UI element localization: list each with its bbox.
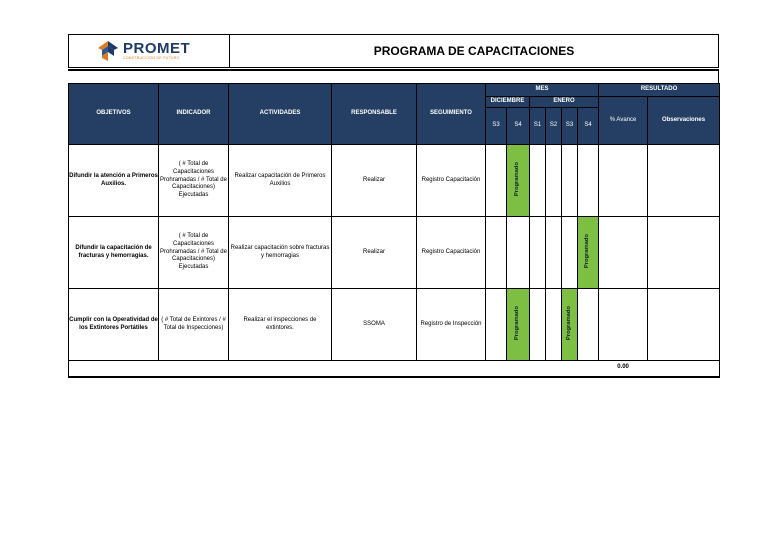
cell-observaciones	[648, 289, 720, 361]
week-cell	[562, 217, 578, 289]
col-indicador: INDICADOR	[159, 84, 229, 145]
cell-actividad: Realizar capacitación sobre fracturas y hemorragias	[229, 217, 332, 289]
cell-objetivo: Difundir la atención a Primeros Auxilios.	[69, 145, 159, 217]
cell-seguimiento: Registro Capacitación	[417, 217, 486, 289]
week-header: S1	[530, 108, 546, 145]
logo	[69, 35, 230, 67]
programado-label: Programado	[584, 233, 591, 268]
cell-responsable: Realizar	[332, 145, 417, 217]
col-responsable: RESPONSABLE	[332, 84, 417, 145]
training-table	[68, 83, 720, 378]
week-cell	[486, 217, 507, 289]
col-mes: MES	[486, 84, 599, 97]
cell-observaciones	[648, 217, 720, 289]
cell-actividad: Realizar capacitación de Primeros Auxilios	[229, 145, 332, 217]
week-cell	[486, 289, 507, 361]
week-cell	[578, 289, 599, 361]
col-seguimiento: SEGUIMIENTO	[417, 84, 486, 145]
week-cell	[546, 289, 562, 361]
programado-label: Programado	[565, 305, 572, 340]
cell-avance	[599, 289, 648, 361]
table-row	[69, 289, 720, 361]
month-enero: ENERO	[530, 97, 599, 108]
cell-objetivo: Difundir la capacitación de fracturas y hemorragias.	[69, 217, 159, 289]
cell-avance	[599, 217, 648, 289]
divider	[718, 70, 719, 84]
table-row	[69, 217, 720, 289]
week-cell	[546, 217, 562, 289]
col-avance: % Avance	[599, 97, 648, 145]
logo-name: PROMET	[123, 40, 191, 58]
total-row	[69, 361, 720, 377]
cell-objetivo: Cumplir con la Operatividad de los Extintores Portátiles	[69, 289, 159, 361]
table-row	[69, 145, 720, 217]
col-objetivos: OBJETIVOS	[69, 84, 159, 145]
cell-seguimiento: Registro de Inspección	[417, 289, 486, 361]
cell-actividad: Realizar el inspecciones de extintores.	[229, 289, 332, 361]
promet-logo-icon	[97, 40, 119, 62]
logo-tagline: CONSTRUCCIÓN DE FUTURO	[123, 56, 180, 61]
week-header: S2	[546, 108, 562, 145]
programado-label: Programado	[514, 161, 521, 196]
cell-avance	[599, 145, 648, 217]
week-cell	[530, 217, 546, 289]
week-cell	[562, 145, 578, 217]
week-cell-programado	[507, 145, 530, 217]
cell-observaciones	[648, 145, 720, 217]
week-cell	[578, 145, 599, 217]
cell-indicador: ( # Total de Capacitaciones Prohramadas / # Total de Capacitaciones) Ejecutadas	[159, 217, 229, 289]
week-cell	[546, 145, 562, 217]
col-actividades: ACTIVIDADES	[229, 84, 332, 145]
week-cell	[507, 217, 530, 289]
week-cell	[530, 289, 546, 361]
document-title: PROGRAMA DE CAPACITACIONES	[373, 44, 575, 58]
week-cell-programado	[562, 289, 578, 361]
total-observaciones	[648, 361, 720, 377]
cell-seguimiento: Registro Capacitación	[417, 145, 486, 217]
week-cell	[530, 145, 546, 217]
cell-responsable: SSOMA	[332, 289, 417, 361]
col-resultado: RESULTADO	[599, 84, 720, 97]
total-spacer	[69, 361, 599, 377]
divider	[68, 69, 719, 71]
week-header: S3	[562, 108, 578, 145]
month-diciembre: DICIEMBRE	[486, 97, 530, 108]
week-cell	[486, 145, 507, 217]
col-observaciones: Observaciones	[648, 97, 720, 145]
total-avance: 0.00	[599, 361, 648, 377]
document-header	[68, 34, 719, 68]
week-cell-programado	[578, 217, 599, 289]
cell-indicador: ( # Total de Capacitaciones Prohramadas / # Total de Capacitaciones) Ejecutadas	[159, 145, 229, 217]
week-header: S4	[507, 108, 530, 145]
programado-label: Programado	[514, 305, 521, 340]
week-cell-programado	[507, 289, 530, 361]
week-header: S3	[486, 108, 507, 145]
week-header: S4	[578, 108, 599, 145]
cell-indicador: ( # Total de Exintores / # Total de Inspecciones)	[159, 289, 229, 361]
cell-responsable: Realizar	[332, 217, 417, 289]
